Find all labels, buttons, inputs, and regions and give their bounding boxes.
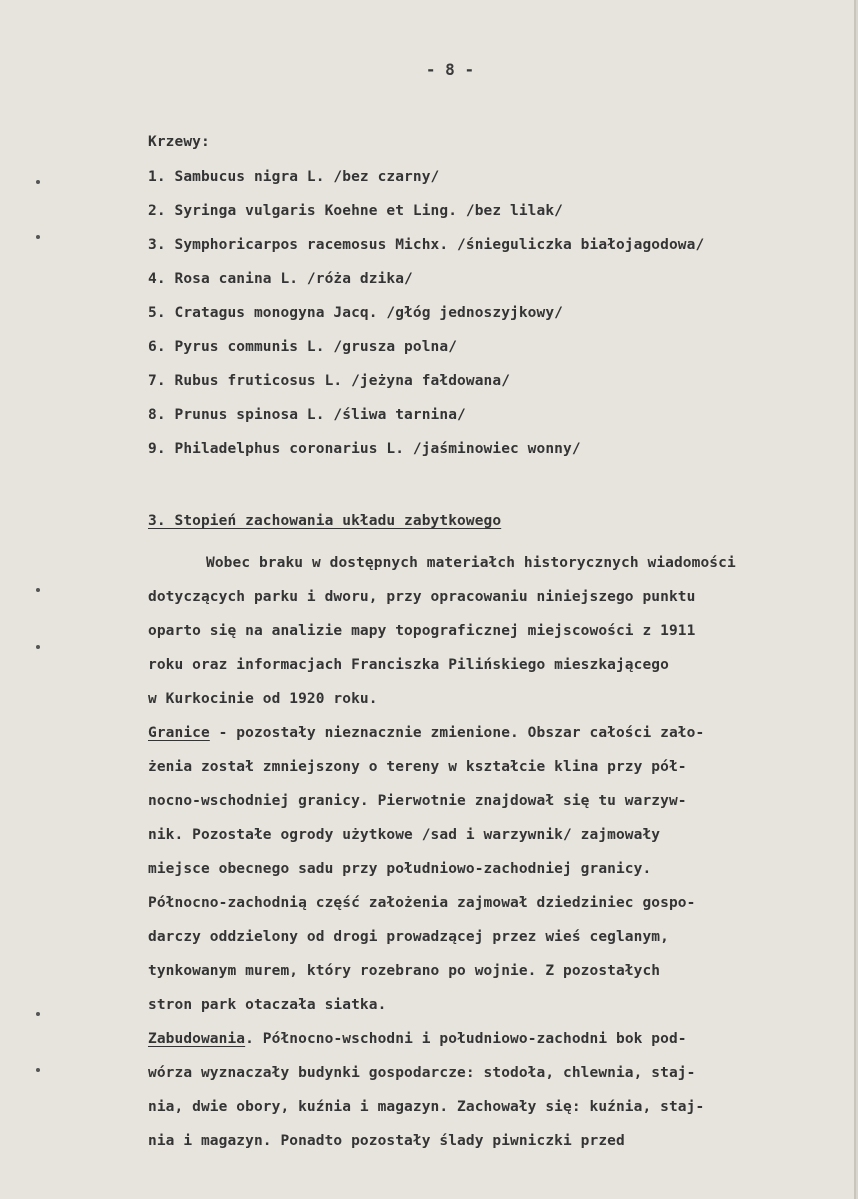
granice-text: - pozostały nieznacznie zmienione. Obszar całości zało- — [209, 725, 705, 741]
granice-label: Granice — [148, 725, 210, 741]
shrub-list-item: 1. Sambucus nigra L. /bez czarny/ — [148, 169, 440, 185]
paragraph-line: w Kurkocinie od 1920 roku. — [148, 691, 378, 707]
punch-hole-mark — [36, 1012, 40, 1016]
zabudowania-text: . Północno-wschodni i południowo-zachodni bok pod- — [245, 1031, 687, 1047]
punch-hole-mark — [36, 1068, 40, 1072]
shrub-list-item: 2. Syringa vulgaris Koehne et Ling. /bez lilak/ — [148, 203, 563, 219]
punch-hole-mark — [36, 645, 40, 649]
paragraph-line: miejsce obecnego sadu przy południowo-zachodniej granicy. — [148, 861, 652, 877]
paragraph-line: Północno-zachodnią część założenia zajmował dziedziniec gospo- — [148, 895, 696, 911]
paragraph-line: nia, dwie obory, kuźnia i magazyn. Zachowały się: kuźnia, staj- — [148, 1099, 705, 1115]
paragraph-line: nocno-wschodniej granicy. Pierwotnie znajdował się tu warzyw- — [148, 793, 687, 809]
paragraph-line: stron park otaczała siatka. — [148, 997, 387, 1013]
punch-hole-mark — [36, 235, 40, 239]
shrub-list-item: 9. Philadelphus coronarius L. /jaśminowiec wonny/ — [148, 441, 581, 457]
section-heading: 3. Stopień zachowania układu zabytkowego — [148, 513, 502, 529]
paragraph-line — [148, 725, 704, 741]
paragraph-line: wórza wyznaczały budynki gospodarcze: stodoła, chlewnia, staj- — [148, 1065, 696, 1081]
paragraph-line: darczy oddzielony od drogi prowadzącej przez wieś ceglanym, — [148, 929, 669, 945]
paragraph-line: dotyczących parku i dworu, przy opracowaniu niniejszego punktu — [148, 589, 696, 605]
shrub-list-item: 7. Rubus fruticosus L. /jeżyna fałdowana/ — [148, 373, 511, 389]
shrubs-heading: Krzewy: — [148, 134, 210, 150]
paragraph-line: nia i magazyn. Ponadto pozostały ślady piwniczki przed — [148, 1133, 625, 1149]
paragraph-line: roku oraz informacjach Franciszka Pilińskiego mieszkającego — [148, 657, 669, 673]
zabudowania-label: Zabudowania — [148, 1031, 246, 1047]
shrub-list-item: 8. Prunus spinosa L. /śliwa tarnina/ — [148, 407, 466, 423]
shrub-list-item: 3. Symphoricarpos racemosus Michx. /śnieguliczka białojagodowa/ — [148, 237, 705, 253]
paragraph-line — [148, 1031, 687, 1047]
shrub-list-item: 5. Cratagus monogyna Jacq. /głóg jednoszyjkowy/ — [148, 305, 563, 321]
page-number: - 8 - — [425, 60, 475, 79]
paragraph-line: nik. Pozostałe ogrody użytkowe /sad i warzywnik/ zajmowały — [148, 827, 661, 843]
paragraph-line: żenia został zmniejszony o tereny w kształcie klina przy pół- — [148, 759, 687, 775]
paragraph-line: oparto się na analizie mapy topograficznej miejscowości z 1911 — [148, 623, 696, 639]
punch-hole-mark — [36, 180, 40, 184]
shrub-list-item: 4. Rosa canina L. /róża dzika/ — [148, 271, 413, 287]
paragraph-line: tynkowanym murem, który rozebrano po wojnie. Z pozostałych — [148, 963, 661, 979]
shrub-list-item: 6. Pyrus communis L. /grusza polna/ — [148, 339, 458, 355]
punch-hole-mark — [36, 588, 40, 592]
paragraph-line: Wobec braku w dostępnych materiałch historycznych wiadomości — [206, 555, 736, 571]
